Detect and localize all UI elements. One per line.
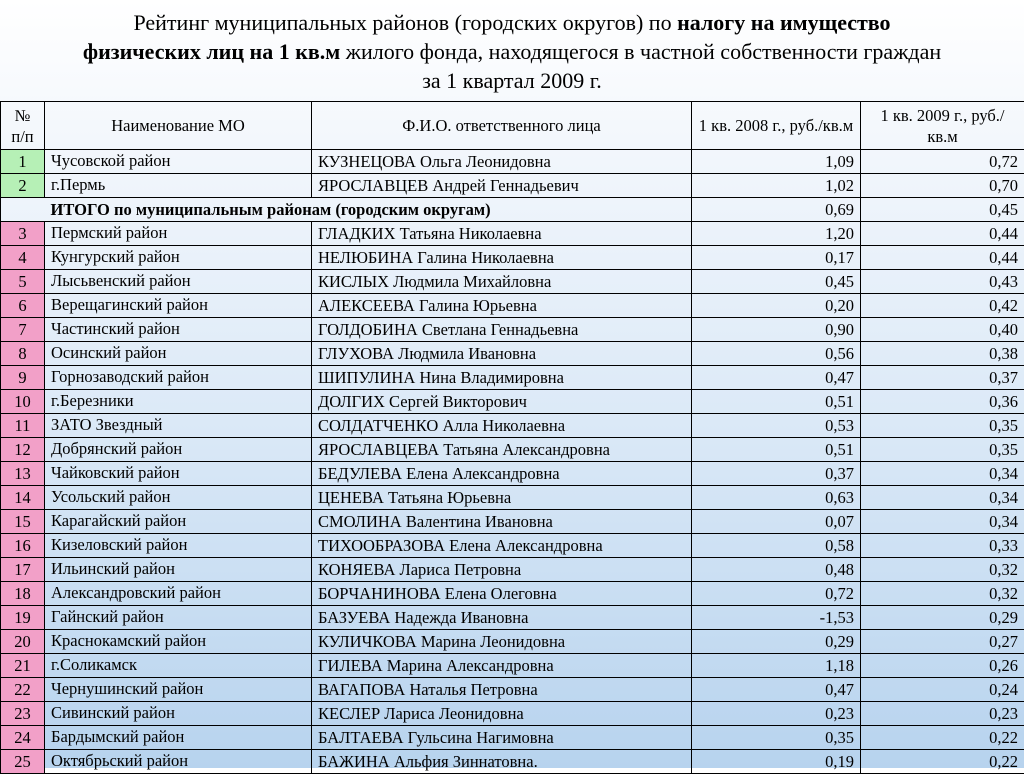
municipality-name: Кизеловский район: [45, 534, 312, 558]
value-2008: 0,63: [692, 486, 861, 510]
title-text: жилого фонда, находящегося в частной собственности граждан: [340, 39, 941, 64]
table-row: [1, 630, 1024, 654]
table-row: [1, 414, 1024, 438]
row-number: 15: [1, 510, 45, 534]
total-2008: 0,69: [692, 198, 861, 222]
value-2009: 0,70: [861, 174, 1024, 198]
table-row: [1, 486, 1024, 510]
responsible-person: КИСЛЫХ Людмила Михайловна: [312, 270, 692, 294]
municipality-name: Горнозаводский район: [45, 366, 312, 390]
municipality-name: Бардымский район: [45, 726, 312, 750]
row-number: 19: [1, 606, 45, 630]
title-line-3: за 1 квартал 2009 г.: [0, 66, 1024, 95]
title-bold-text: физических лиц на 1 кв.м: [83, 39, 340, 64]
value-2009: 0,34: [861, 510, 1024, 534]
responsible-person: БОРЧАНИНОВА Елена Олеговна: [312, 582, 692, 606]
municipality-name: Сивинский район: [45, 702, 312, 726]
municipality-name: Добрянский район: [45, 438, 312, 462]
value-2008: 1,20: [692, 222, 861, 246]
value-2008: 0,56: [692, 342, 861, 366]
municipality-name: Кунгурский район: [45, 246, 312, 270]
header-num: № п/п: [1, 102, 45, 150]
row-number: 20: [1, 630, 45, 654]
header-mo: Наименование МО: [45, 102, 312, 150]
municipality-name: Верещагинский район: [45, 294, 312, 318]
row-number: 23: [1, 702, 45, 726]
value-2009: 0,32: [861, 582, 1024, 606]
municipality-name: Пермский район: [45, 222, 312, 246]
row-number: 21: [1, 654, 45, 678]
row-number: 8: [1, 342, 45, 366]
value-2008: 1,09: [692, 150, 861, 174]
value-2009: 0,72: [861, 150, 1024, 174]
value-2009: 0,24: [861, 678, 1024, 702]
table-header-row: [1, 102, 1024, 150]
row-number: 13: [1, 462, 45, 486]
value-2009: 0,35: [861, 438, 1024, 462]
value-2009: 0,36: [861, 390, 1024, 414]
municipality-name: г.Пермь: [45, 174, 312, 198]
value-2008: 0,51: [692, 438, 861, 462]
table-row: [1, 606, 1024, 630]
responsible-person: КОНЯЕВА Лариса Петровна: [312, 558, 692, 582]
value-2008: 0,20: [692, 294, 861, 318]
value-2009: 0,26: [861, 654, 1024, 678]
municipality-name: Чернушинский район: [45, 678, 312, 702]
responsible-person: АЛЕКСЕЕВА Галина Юрьевна: [312, 294, 692, 318]
value-2008: 0,17: [692, 246, 861, 270]
table-row: [1, 558, 1024, 582]
responsible-person: НЕЛЮБИНА Галина Николаевна: [312, 246, 692, 270]
title-line-2: [0, 37, 1024, 66]
total-2009: 0,45: [861, 198, 1024, 222]
responsible-person: БАЖИНА Альфия Зиннатовна.: [312, 750, 692, 774]
value-2008: 0,23: [692, 702, 861, 726]
responsible-person: БАЗУЕВА Надежда Ивановна: [312, 606, 692, 630]
table-row: [1, 342, 1024, 366]
value-2009: 0,29: [861, 606, 1024, 630]
table-row: [1, 366, 1024, 390]
value-2009: 0,43: [861, 270, 1024, 294]
value-2008: 0,58: [692, 534, 861, 558]
value-2009: 0,22: [861, 750, 1024, 774]
value-2009: 0,27: [861, 630, 1024, 654]
municipality-name: г.Березники: [45, 390, 312, 414]
table-row: [1, 390, 1024, 414]
municipality-name: Гайнский район: [45, 606, 312, 630]
header-fio: Ф.И.О. ответственного лица: [312, 102, 692, 150]
value-2009: 0,37: [861, 366, 1024, 390]
responsible-person: ГЛУХОВА Людмила Ивановна: [312, 342, 692, 366]
table-row: [1, 654, 1024, 678]
municipality-name: Чусовской район: [45, 150, 312, 174]
responsible-person: СМОЛИНА Валентина Ивановна: [312, 510, 692, 534]
value-2009: 0,40: [861, 318, 1024, 342]
table-row: [1, 174, 1024, 198]
title-bold-text: налогу на имущество: [677, 10, 890, 35]
municipality-name: Краснокамский район: [45, 630, 312, 654]
table-row: [1, 582, 1024, 606]
value-2009: 0,42: [861, 294, 1024, 318]
row-number: 6: [1, 294, 45, 318]
row-number: 10: [1, 390, 45, 414]
row-number: 18: [1, 582, 45, 606]
responsible-person: ДОЛГИХ Сергей Викторович: [312, 390, 692, 414]
responsible-person: ТИХООБРАЗОВА Елена Александровна: [312, 534, 692, 558]
table-row: [1, 726, 1024, 750]
table-row: [1, 222, 1024, 246]
total-num-cell: [1, 198, 45, 222]
value-2008: 0,47: [692, 366, 861, 390]
responsible-person: ВАГАПОВА Наталья Петровна: [312, 678, 692, 702]
rating-table: [0, 101, 1024, 774]
row-number: 12: [1, 438, 45, 462]
value-2008: 0,37: [692, 462, 861, 486]
value-2008: 0,19: [692, 750, 861, 774]
responsible-person: ЯРОСЛАВЦЕВА Татьяна Александровна: [312, 438, 692, 462]
municipality-name: Лысьвенский район: [45, 270, 312, 294]
value-2009: 0,38: [861, 342, 1024, 366]
value-2008: 0,35: [692, 726, 861, 750]
row-number: 5: [1, 270, 45, 294]
municipality-name: г.Соликамск: [45, 654, 312, 678]
value-2008: 0,48: [692, 558, 861, 582]
value-2009: 0,33: [861, 534, 1024, 558]
table-row: [1, 462, 1024, 486]
value-2008: 1,18: [692, 654, 861, 678]
row-number: 22: [1, 678, 45, 702]
row-number: 16: [1, 534, 45, 558]
value-2009: 0,44: [861, 222, 1024, 246]
row-number: 25: [1, 750, 45, 774]
responsible-person: ГЛАДКИХ Татьяна Николаевна: [312, 222, 692, 246]
municipality-name: Усольский район: [45, 486, 312, 510]
value-2008: -1,53: [692, 606, 861, 630]
header-2009: 1 кв. 2009 г., руб./кв.м: [861, 102, 1024, 150]
responsible-person: ГИЛЕВА Марина Александровна: [312, 654, 692, 678]
value-2009: 0,44: [861, 246, 1024, 270]
header-2008: 1 кв. 2008 г., руб./кв.м: [692, 102, 861, 150]
value-2008: 0,53: [692, 414, 861, 438]
value-2008: 1,02: [692, 174, 861, 198]
table-row: [1, 150, 1024, 174]
value-2009: 0,22: [861, 726, 1024, 750]
value-2009: 0,35: [861, 414, 1024, 438]
table-row: [1, 246, 1024, 270]
row-number: 9: [1, 366, 45, 390]
municipality-name: Октябрьский район: [45, 750, 312, 774]
row-number: 4: [1, 246, 45, 270]
responsible-person: БЕДУЛЕВА Елена Александровна: [312, 462, 692, 486]
value-2008: 0,47: [692, 678, 861, 702]
responsible-person: СОЛДАТЧЕНКО Алла Николаевна: [312, 414, 692, 438]
responsible-person: ЯРОСЛАВЦЕВ Андрей Геннадьевич: [312, 174, 692, 198]
value-2009: 0,23: [861, 702, 1024, 726]
responsible-person: КУЗНЕЦОВА Ольга Леонидовна: [312, 150, 692, 174]
value-2009: 0,34: [861, 462, 1024, 486]
value-2008: 0,51: [692, 390, 861, 414]
municipality-name: Александровский район: [45, 582, 312, 606]
table-row: [1, 270, 1024, 294]
row-number: 17: [1, 558, 45, 582]
table-row: [1, 438, 1024, 462]
row-number: 1: [1, 150, 45, 174]
total-row: [1, 198, 1024, 222]
municipality-name: Частинский район: [45, 318, 312, 342]
municipality-name: Осинский район: [45, 342, 312, 366]
table-row: [1, 534, 1024, 558]
total-label: ИТОГО по муниципальным районам (городским округам): [45, 198, 692, 222]
municipality-name: Карагайский район: [45, 510, 312, 534]
responsible-person: ЦЕНЕВА Татьяна Юрьевна: [312, 486, 692, 510]
value-2008: 0,45: [692, 270, 861, 294]
municipality-name: ЗАТО Звездный: [45, 414, 312, 438]
table-row: [1, 318, 1024, 342]
value-2008: 0,72: [692, 582, 861, 606]
municipality-name: Ильинский район: [45, 558, 312, 582]
table-row: [1, 678, 1024, 702]
table-row: [1, 750, 1024, 774]
value-2009: 0,32: [861, 558, 1024, 582]
row-number: 7: [1, 318, 45, 342]
row-number: 14: [1, 486, 45, 510]
responsible-person: ГОЛДОБИНА Светлана Геннадьевна: [312, 318, 692, 342]
row-number: 11: [1, 414, 45, 438]
value-2008: 0,29: [692, 630, 861, 654]
row-number: 24: [1, 726, 45, 750]
row-number: 2: [1, 174, 45, 198]
table-row: [1, 294, 1024, 318]
value-2008: 0,90: [692, 318, 861, 342]
title-text: Рейтинг муниципальных районов (городских округов) по: [133, 10, 677, 35]
responsible-person: КЕСЛЕР Лариса Леонидовна: [312, 702, 692, 726]
municipality-name: Чайковский район: [45, 462, 312, 486]
page-title: [0, 8, 1024, 95]
responsible-person: КУЛИЧКОВА Марина Леонидовна: [312, 630, 692, 654]
table-row: [1, 702, 1024, 726]
title-line-1: [0, 8, 1024, 37]
row-number: 3: [1, 222, 45, 246]
value-2009: 0,34: [861, 486, 1024, 510]
value-2008: 0,07: [692, 510, 861, 534]
table-row: [1, 510, 1024, 534]
responsible-person: ШИПУЛИНА Нина Владимировна: [312, 366, 692, 390]
responsible-person: БАЛТАЕВА Гульсина Нагимовна: [312, 726, 692, 750]
